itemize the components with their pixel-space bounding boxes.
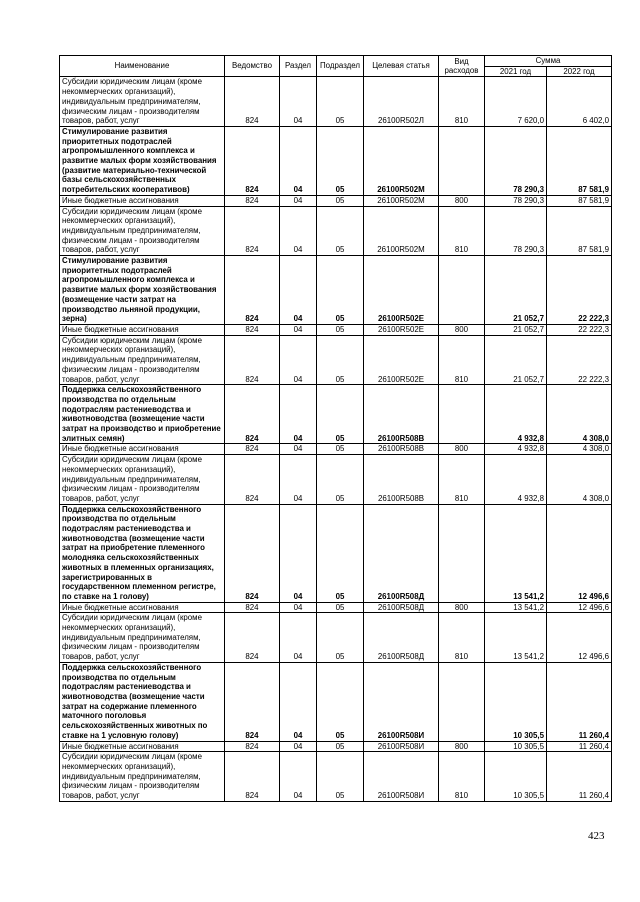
header-expense: Вид расходов — [439, 56, 485, 77]
table-row: Иные бюджетные ассигнования 824 04 05 26100R508Д 800 13 541,2 12 496,6 — [60, 602, 612, 613]
header-target: Целевая статья — [364, 56, 439, 77]
table-header — [60, 56, 612, 77]
table-row: Субсидии юридическим лицам (кроме некоммерческих организаций), индивидуальным предпринимателям, физическим лицам - производителям товаров, работ, услуг 824 04 05 26100R502Л 810 7 620,0 6 402,0 — [60, 77, 612, 127]
table-row: Субсидии юридическим лицам (кроме некоммерческих организаций), индивидуальным предпринимателям, физическим лицам - производителям товаров, работ, услуг 824 04 05 26100R508Д 810 13 541,2 12 496,6 — [60, 613, 612, 663]
table-row: Стимулирование развития приоритетных подотраслей агропромышленного комплекса и развитие малых форм хозяйствования (возмещение части затрат на производство льняной продукции, зерна) 824 04 05 26100R502Е 21 052,7 22 222,3 — [60, 256, 612, 325]
table-row: Иные бюджетные ассигнования 824 04 05 26100R508В 800 4 932,8 4 308,0 — [60, 444, 612, 455]
table-row: Поддержка сельскохозяйственного производства по отдельным подотраслям растениеводства и животноводства (возмещение части затрат на приобретение племенного молодняка сельскохозяйственных животных в племенных организациях, зарегистрированных в государственном племенном регистре, по ставке на 1 голову) 824 04 05 26100R508Д 13 541,2 12 496,6 — [60, 504, 612, 602]
table-row: Стимулирование развития приоритетных подотраслей агропромышленного комплекса и развитие малых форм хозяйствования (развитие материально-технической базы сельскохозяйственных потребительских кооперативов) 824 04 05 26100R502М 78 290,3 87 581,9 — [60, 126, 612, 195]
table-row: Субсидии юридическим лицам (кроме некоммерческих организаций), индивидуальным предпринимателям, физическим лицам - производителям товаров, работ, услуг 824 04 05 26100R508В 810 4 932,8 4 308,0 — [60, 455, 612, 505]
table-body — [60, 77, 612, 801]
header-name: Наименование — [60, 56, 225, 77]
header-section: Раздел — [280, 56, 317, 77]
table-row: Субсидии юридическим лицам (кроме некоммерческих организаций), индивидуальным предпринимателям, физическим лицам - производителям товаров, работ, услуг 824 04 05 26100R502Е 810 21 052,7 22 222,3 — [60, 335, 612, 385]
header-ministry: Ведомство — [225, 56, 280, 77]
table-row: Иные бюджетные ассигнования 824 04 05 26100R502Е 800 21 052,7 22 222,3 — [60, 324, 612, 335]
header-year-2021: 2021 год — [485, 66, 547, 77]
header-subsection: Подраздел — [317, 56, 364, 77]
table-row: Поддержка сельскохозяйственного производства по отдельным подотраслям растениеводства и животноводства (возмещение части затрат на производство и приобретение элитных семян) 824 04 05 26100R508В 4 932,8 4 308,0 — [60, 385, 612, 444]
table-row: Субсидии юридическим лицам (кроме некоммерческих организаций), индивидуальным предпринимателям, физическим лицам - производителям товаров, работ, услуг 824 04 05 26100R502М 810 78 290,3 87 581,9 — [60, 206, 612, 256]
budget-table — [59, 55, 612, 802]
page-number: 423 — [588, 830, 605, 842]
table-row: Поддержка сельскохозяйственного производства по отдельным подотраслям растениеводства и животноводства (возмещение части затрат на содержание племенного маточного поголовья сельскохозяйственных животных по ставке на 1 условную голову) 824 04 05 26100R508И 10 305,5 11 260,4 — [60, 662, 612, 741]
table-row: Иные бюджетные ассигнования 824 04 05 26100R502М 800 78 290,3 87 581,9 — [60, 195, 612, 206]
table-row: Субсидии юридическим лицам (кроме некоммерческих организаций), индивидуальным предпринимателям, физическим лицам - производителям товаров, работ, услуг 824 04 05 26100R508И 810 10 305,5 11 260,4 — [60, 752, 612, 802]
header-sum: Сумма — [485, 56, 612, 67]
table-row: Иные бюджетные ассигнования 824 04 05 26100R508И 800 10 305,5 11 260,4 — [60, 741, 612, 752]
header-year-2022: 2022 год — [547, 66, 612, 77]
